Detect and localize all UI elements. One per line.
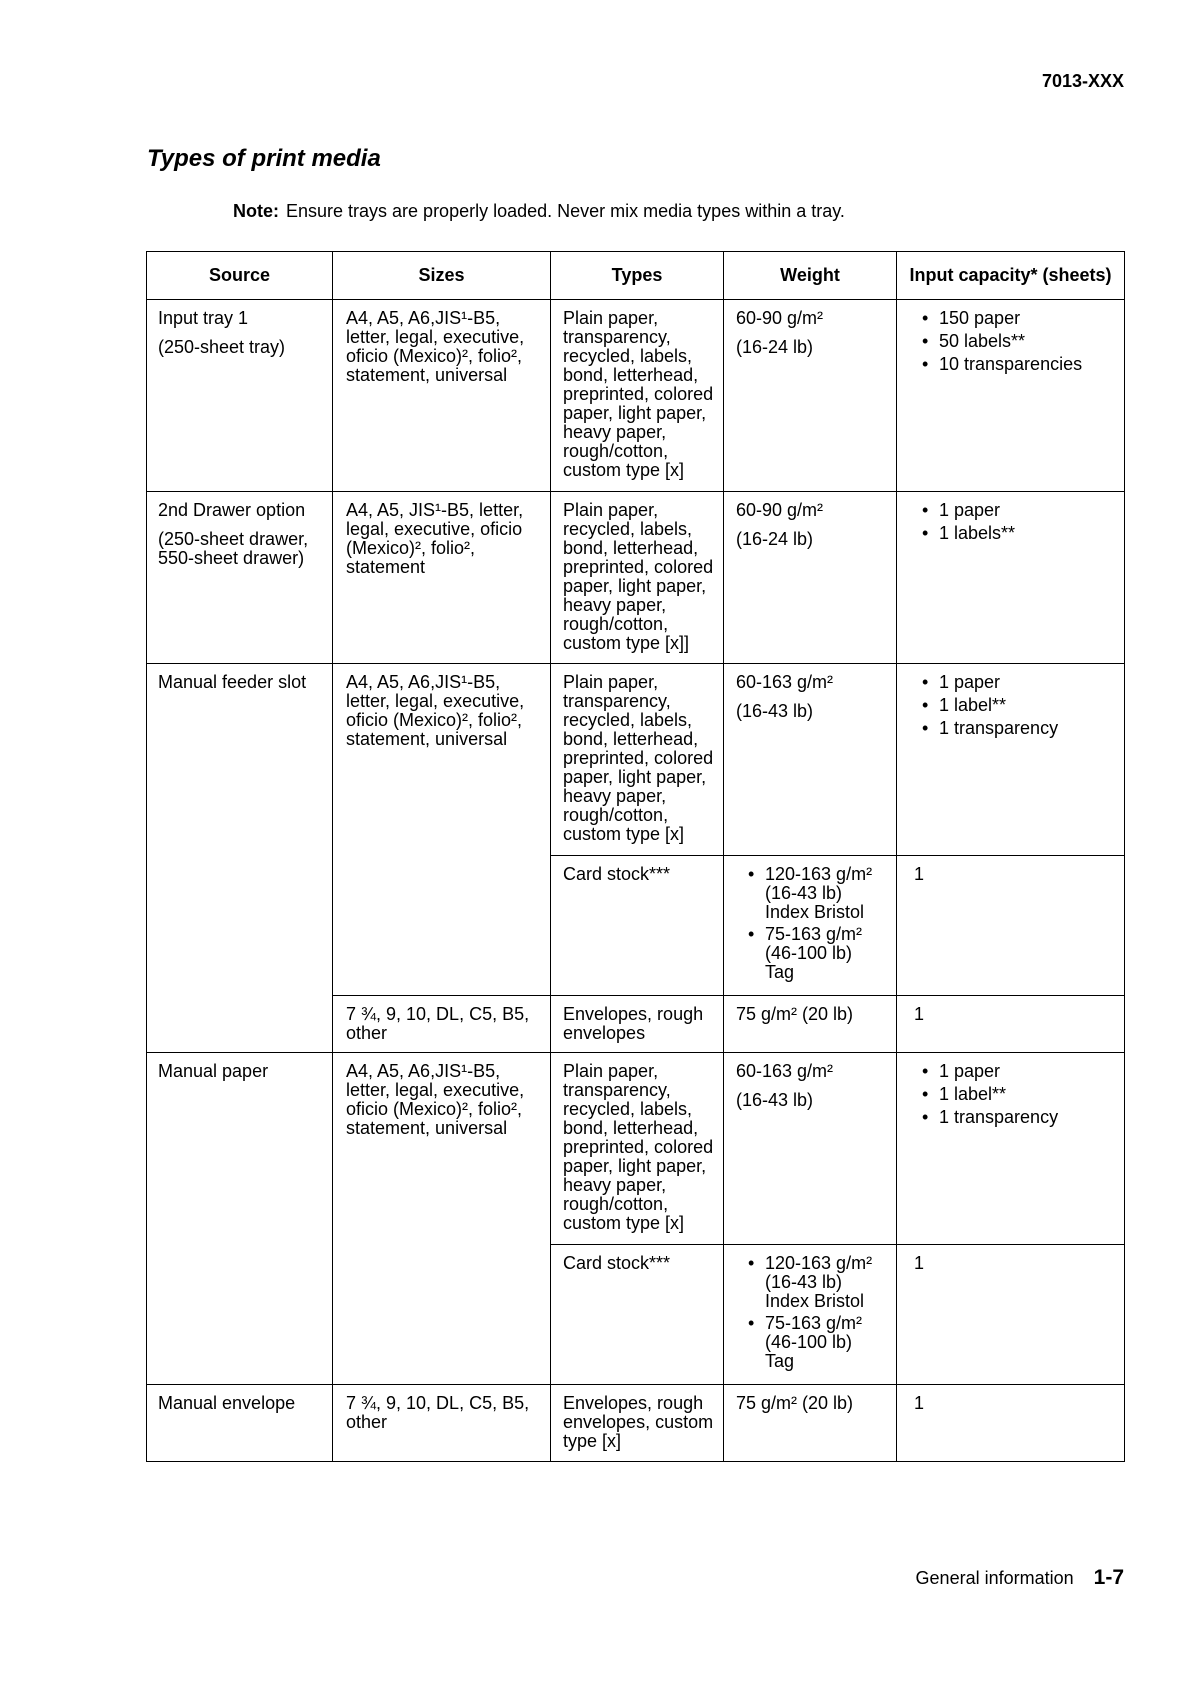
weight-cell [724, 996, 897, 1053]
capacity-item: • 1 paper [909, 501, 1120, 520]
source-cell [147, 492, 333, 664]
sizes-cell [333, 996, 551, 1053]
source-cell [147, 300, 333, 492]
source-name: Manual envelope [158, 1393, 296, 1413]
capacity-item: • 50 labels** [909, 332, 1120, 351]
sizes-text: A4, A5, A6,JIS¹-B5, letter, legal, executive, oficio (Mexico)², folio², statement, universal [346, 308, 525, 385]
weight-cell [724, 1245, 897, 1385]
types-text: Card stock*** [563, 864, 671, 884]
sizes-text: 7 ¾, 9, 10, DL, C5, B5, other [346, 1393, 530, 1432]
source-cell [147, 664, 333, 1053]
capacity-item: • 150 paper [909, 309, 1120, 328]
capacity-list [909, 501, 1120, 543]
weight-cell [724, 664, 897, 856]
capacity-cell [897, 664, 1125, 856]
capacity-cell [897, 1385, 1125, 1462]
weight-imperial: (16-43 lb) [736, 1090, 814, 1110]
weight-option: • 75-163 g/m² (46-100 lb) Tag [736, 925, 892, 982]
capacity-item: • 1 transparency [909, 1108, 1120, 1127]
column-header-sizes: Sizes [333, 252, 551, 300]
weight-option: • 120-163 g/m² (16-43 lb) Index Bristol [736, 1254, 892, 1311]
weight-options-list [736, 865, 892, 982]
footer-section-title: General information [915, 1568, 1074, 1588]
weight-metric: 60-90 g/m² [736, 500, 824, 520]
types-cell [551, 1053, 724, 1245]
capacity-value: 1 [914, 1393, 925, 1413]
source-cell [147, 1053, 333, 1385]
column-header-types: Types [551, 252, 724, 300]
table-row [147, 664, 1125, 856]
capacity-list [909, 673, 1120, 738]
table-row [147, 1053, 1125, 1245]
capacity-cell [897, 856, 1125, 996]
capacity-list [909, 309, 1120, 374]
types-text: Envelopes, rough envelopes [563, 1004, 704, 1043]
page-title: Types of print media [147, 145, 381, 172]
note [233, 201, 845, 221]
source-detail: (250-sheet tray) [158, 337, 286, 357]
weight-cell [724, 1053, 897, 1245]
types-text: Envelopes, rough envelopes, custom type [x] [563, 1393, 714, 1451]
page-number: 1-7 [1093, 1566, 1124, 1589]
types-cell [551, 1385, 724, 1462]
weight-options-list [736, 1254, 892, 1371]
capacity-item: • 1 transparency [909, 719, 1120, 738]
table-row [147, 1385, 1125, 1462]
source-name: Manual feeder slot [158, 672, 307, 692]
types-cell [551, 492, 724, 664]
types-cell [551, 664, 724, 856]
capacity-item: • 10 transparencies [909, 355, 1120, 374]
types-cell [551, 856, 724, 996]
weight-cell [724, 1385, 897, 1462]
print-media-table [146, 251, 1125, 1462]
types-text: Plain paper, recycled, labels, bond, letterhead, preprinted, colored paper, light paper, heavy paper, rough/cotton, custom type [x]] [563, 500, 714, 653]
sizes-text: A4, A5, A6,JIS¹-B5, letter, legal, executive, oficio (Mexico)², folio², statement, universal [346, 1061, 525, 1138]
sizes-cell [333, 300, 551, 492]
capacity-item: • 1 paper [909, 1062, 1120, 1081]
sizes-text: A4, A5, JIS¹-B5, letter, legal, executive, oficio (Mexico)², folio², statement [346, 500, 524, 577]
document-number: 7013-XXX [1041, 71, 1124, 91]
weight-option: • 120-163 g/m² (16-43 lb) Index Bristol [736, 865, 892, 922]
sizes-cell [333, 1053, 551, 1385]
weight-imperial: (16-24 lb) [736, 337, 814, 357]
weight-metric: 60-163 g/m² [736, 1061, 834, 1081]
weight-cell [724, 492, 897, 664]
capacity-cell [897, 996, 1125, 1053]
source-detail: (250-sheet drawer, 550-sheet drawer) [158, 529, 309, 568]
weight-metric: 60-163 g/m² [736, 672, 834, 692]
sizes-text: A4, A5, A6,JIS¹-B5, letter, legal, executive, oficio (Mexico)², folio², statement, universal [346, 672, 525, 749]
capacity-item: • 1 label** [909, 696, 1120, 715]
weight-value: 75 g/m² (20 lb) [736, 1004, 854, 1024]
capacity-value: 1 [914, 864, 925, 884]
source-name: Input tray 1 [158, 308, 249, 328]
capacity-cell [897, 1245, 1125, 1385]
sizes-cell [333, 492, 551, 664]
capacity-cell [897, 1053, 1125, 1245]
capacity-list [909, 1062, 1120, 1127]
types-text: Card stock*** [563, 1253, 671, 1273]
capacity-value: 1 [914, 1004, 925, 1024]
table-row [147, 300, 1125, 492]
source-name: 2nd Drawer option [158, 500, 306, 520]
table-row [147, 492, 1125, 664]
sizes-cell [333, 664, 551, 996]
capacity-value: 1 [914, 1253, 925, 1273]
table-header-row [147, 252, 1125, 300]
weight-option: • 75-163 g/m² (46-100 lb) Tag [736, 1314, 892, 1371]
capacity-cell [897, 300, 1125, 492]
types-cell [551, 996, 724, 1053]
note-text: Ensure trays are properly loaded. Never mix media types within a tray. [286, 201, 845, 221]
column-header-weight: Weight [724, 252, 897, 300]
types-cell [551, 1245, 724, 1385]
column-header-source: Source [147, 252, 333, 300]
types-text: Plain paper, transparency, recycled, labels, bond, letterhead, preprinted, colored paper, light paper, heavy paper, rough/cotton, custom type [x] [563, 308, 714, 480]
footer [916, 1566, 1124, 1590]
column-header-capacity: Input capacity* (sheets) [897, 252, 1125, 300]
source-name: Manual paper [158, 1061, 269, 1081]
types-cell [551, 300, 724, 492]
types-text: Plain paper, transparency, recycled, labels, bond, letterhead, preprinted, colored paper, light paper, heavy paper, rough/cotton, custom type [x] [563, 1061, 714, 1233]
types-text: Plain paper, transparency, recycled, labels, bond, letterhead, preprinted, colored paper, light paper, heavy paper, rough/cotton, custom type [x] [563, 672, 714, 844]
note-label: Note: [233, 201, 279, 221]
weight-cell [724, 856, 897, 996]
capacity-item: • 1 paper [909, 673, 1120, 692]
weight-cell [724, 300, 897, 492]
capacity-cell [897, 492, 1125, 664]
capacity-item: • 1 labels** [909, 524, 1120, 543]
sizes-cell [333, 1385, 551, 1462]
weight-metric: 60-90 g/m² [736, 308, 824, 328]
weight-imperial: (16-24 lb) [736, 529, 814, 549]
sizes-text: 7 ¾, 9, 10, DL, C5, B5, other [346, 1004, 530, 1043]
weight-imperial: (16-43 lb) [736, 701, 814, 721]
weight-value: 75 g/m² (20 lb) [736, 1393, 854, 1413]
capacity-item: • 1 label** [909, 1085, 1120, 1104]
source-cell [147, 1385, 333, 1462]
